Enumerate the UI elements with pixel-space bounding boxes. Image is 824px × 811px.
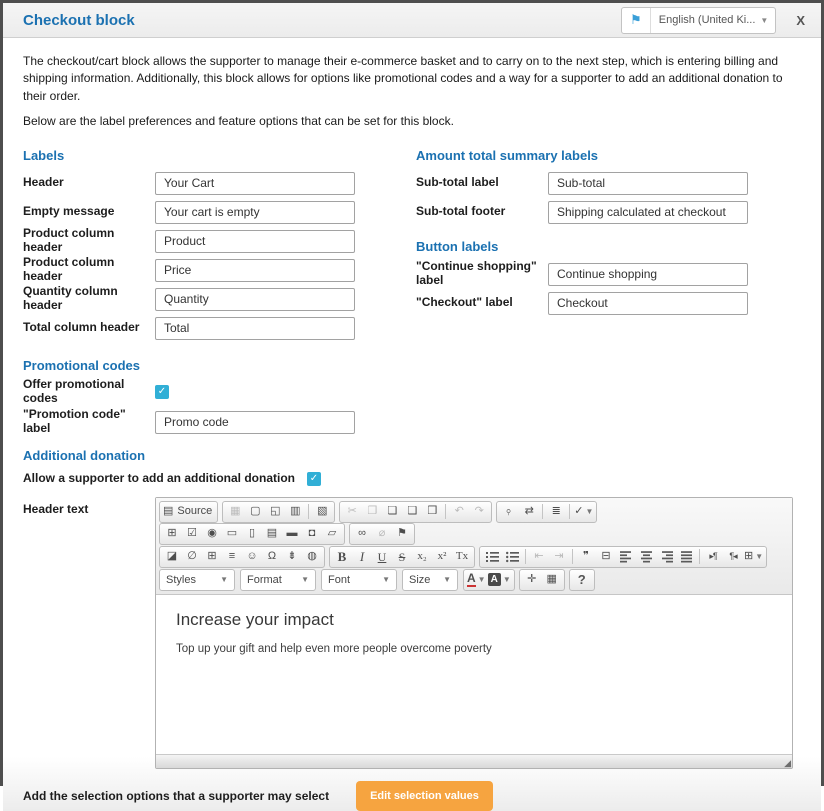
text-color-button[interactable]	[466, 570, 487, 589]
bidi-ltr-button[interactable]	[703, 547, 723, 566]
preview-button[interactable]	[265, 502, 285, 521]
sub-total-label-label: Sub-total label	[416, 175, 499, 190]
copy-icon: ❐	[367, 505, 378, 518]
background-color-button[interactable]	[487, 570, 512, 589]
cut-icon: ✂	[347, 505, 357, 518]
outdent-button	[529, 547, 549, 566]
copy-button	[362, 502, 382, 521]
donation-row	[23, 472, 801, 486]
flag-icon: ⚑	[622, 8, 651, 33]
flash-icon: ∅	[187, 550, 197, 563]
select-all-button[interactable]	[546, 502, 566, 521]
labels-fields	[23, 172, 416, 340]
toolbar-group	[496, 501, 597, 523]
close-button[interactable]: X	[796, 12, 805, 28]
toolbar-separator	[445, 504, 446, 519]
format-dropdown[interactable]	[240, 569, 316, 591]
italic-button[interactable]	[352, 547, 372, 566]
checkout-label-label: "Checkout" label	[416, 295, 513, 310]
chevron-down-icon: ▼	[382, 575, 390, 585]
form-button[interactable]	[162, 524, 182, 543]
align-center-icon	[640, 550, 653, 563]
anchor-icon: ⚑	[397, 527, 407, 540]
editor-toolbar-row	[159, 546, 789, 568]
field-row	[416, 259, 801, 288]
bidi-rtl-button[interactable]	[723, 547, 743, 566]
toolbar-group	[569, 569, 595, 591]
button-field-button[interactable]	[282, 524, 302, 543]
total-column-header-label: Total column header	[23, 320, 140, 335]
toolbar-group	[349, 523, 415, 545]
section-heading-amount: Amount total summary labels	[416, 147, 599, 163]
paste-from-word-button[interactable]	[422, 502, 442, 521]
field-row	[23, 317, 416, 340]
spellcheck-button[interactable]	[573, 502, 594, 521]
numbered-list-button[interactable]	[482, 547, 502, 566]
styles-dropdown[interactable]	[159, 569, 235, 591]
spellcheck-icon: ✓	[574, 505, 584, 518]
chevron-down-icon: ▼	[755, 551, 764, 561]
blockquote-button[interactable]	[576, 547, 596, 566]
source-button[interactable]	[162, 502, 215, 521]
link-button[interactable]	[352, 524, 372, 543]
strikethrough-button[interactable]	[392, 547, 412, 566]
toolbar-separator	[525, 549, 526, 564]
editor-content-area[interactable]	[156, 595, 792, 754]
bold-button[interactable]	[332, 547, 352, 566]
styles-dropdown-label: Styles	[166, 573, 196, 586]
maximize-icon: ✛	[527, 573, 537, 586]
subscript-icon: x₂	[417, 550, 427, 563]
check-icon: ✓	[309, 472, 319, 484]
page-title: Checkout block	[23, 11, 135, 29]
chevron-down-icon: ▼	[443, 575, 451, 585]
bulleted-list-icon	[506, 550, 519, 563]
sub-total-label-input[interactable]	[548, 172, 748, 195]
header-text-label: Header text	[23, 501, 89, 516]
right-column	[416, 139, 801, 346]
toolbar-group	[159, 546, 325, 568]
toolbar-group	[159, 523, 345, 545]
align-left-button[interactable]	[616, 547, 636, 566]
offer-promotional-codes-checkbox[interactable]	[155, 385, 169, 399]
intro-paragraph-2: Below are the label preferences and feature options that can be set for this block.	[23, 114, 454, 129]
align-left-icon	[620, 550, 633, 563]
toolbar-group	[329, 546, 475, 568]
quantity-column-header-input[interactable]	[155, 288, 355, 311]
special-character-button[interactable]	[262, 547, 282, 566]
select-field-button[interactable]	[262, 524, 282, 543]
unlink-button	[372, 524, 392, 543]
textarea-field-button[interactable]	[242, 524, 262, 543]
promotion-code-label-label: "Promotion code" label	[23, 407, 126, 436]
promo-fields	[23, 407, 801, 436]
radio-field-button[interactable]	[202, 524, 222, 543]
continue-shopping-label-label: "Continue shopping" label	[416, 259, 537, 288]
field-row	[23, 226, 416, 255]
toolbar-separator	[542, 504, 543, 519]
amount-fields	[416, 172, 801, 224]
align-center-button[interactable]	[636, 547, 656, 566]
language-selected-value: English (United Ki...	[658, 14, 756, 26]
image-button-icon: ◘	[308, 527, 316, 540]
left-column	[23, 139, 416, 346]
select-field-icon: ▤	[266, 527, 278, 540]
editor-status-bar	[156, 754, 792, 768]
underline-icon: U	[377, 549, 387, 564]
checkbox-field-icon: ☑	[187, 527, 197, 540]
toolbar-group	[159, 501, 218, 523]
remove-format-button[interactable]	[452, 547, 472, 566]
toolbar-group	[519, 569, 565, 591]
language-icon: ⊞	[744, 550, 754, 563]
intro-paragraph-1: The checkout/cart block allows the supporter to manage their e-commerce basket and to carry on to the next step, which is entering billing and shipping information. Additionally, this block allows for options like promotional codes and a way for a supporter to add an additional donation to their order.	[23, 54, 783, 103]
image-icon: ◪	[166, 550, 178, 563]
toolbar-group	[222, 501, 335, 523]
textarea-field-icon: ▯	[248, 527, 256, 540]
chevron-down-icon: ▼	[301, 575, 309, 585]
blockquote-icon: ❞	[583, 550, 589, 563]
chevron-down-icon: ▼	[477, 574, 486, 584]
text-color-icon: A	[467, 571, 476, 586]
quantity-column-header-label: Quantity column header	[23, 284, 118, 313]
align-right-button[interactable]	[656, 547, 676, 566]
chevron-down-icon: ▼	[760, 15, 769, 25]
unlink-icon: ⌀	[378, 527, 386, 540]
superscript-icon: x²	[437, 550, 447, 563]
button-label-fields	[416, 259, 801, 315]
numbered-list-icon	[486, 550, 499, 563]
new-page-button[interactable]	[245, 502, 265, 521]
page-break-button[interactable]	[282, 547, 302, 566]
price-column-header-input[interactable]	[155, 259, 355, 282]
flash-button[interactable]	[182, 547, 202, 566]
new-page-icon: ▢	[250, 505, 261, 518]
toolbar-group	[479, 546, 767, 568]
superscript-button[interactable]	[432, 547, 452, 566]
about-icon: ?	[577, 572, 586, 588]
iframe-icon: ◍	[307, 550, 317, 563]
undo-button	[449, 502, 469, 521]
indent-button	[549, 547, 569, 566]
editor-toolbar-row	[159, 569, 789, 591]
toolbar-separator	[569, 504, 570, 519]
templates-icon: ▧	[317, 505, 328, 518]
sub-total-footer-label: Sub-total footer	[416, 204, 506, 219]
text-field-icon: ▭	[226, 527, 238, 540]
paste-text-button[interactable]	[402, 502, 422, 521]
horizontal-rule-icon: ≡	[228, 550, 236, 563]
language-button[interactable]	[743, 547, 764, 566]
offer-promo-row	[23, 376, 801, 405]
additional-donation-checkbox[interactable]	[307, 472, 321, 486]
find-button[interactable]	[499, 502, 519, 521]
subscript-button[interactable]	[412, 547, 432, 566]
background-color-icon: A	[488, 573, 501, 586]
div-container-icon: ⊟	[601, 550, 611, 563]
radio-field-icon: ◉	[207, 527, 217, 540]
text-field-button[interactable]	[222, 524, 242, 543]
section-heading-labels: Labels	[23, 147, 65, 163]
bidi-ltr-icon: ▸¶	[709, 551, 717, 562]
resize-handle-icon[interactable]: ◢	[784, 757, 791, 768]
preview-icon: ◱	[270, 505, 281, 518]
table-button[interactable]	[202, 547, 222, 566]
anchor-button[interactable]	[392, 524, 412, 543]
product-column-header-input[interactable]	[155, 230, 355, 253]
chevron-down-icon: ▼	[585, 506, 594, 516]
chevron-down-icon: ▼	[220, 575, 228, 585]
outdent-icon: ⇤	[534, 550, 544, 563]
print-button[interactable]	[285, 502, 305, 521]
header-input[interactable]	[155, 172, 355, 195]
show-blocks-button[interactable]	[542, 570, 562, 589]
checkout-label-input[interactable]	[548, 292, 748, 315]
source-button-label: Source	[177, 505, 213, 518]
div-container-button[interactable]	[596, 547, 616, 566]
field-row	[23, 201, 416, 224]
print-icon: ▥	[290, 505, 301, 518]
special-character-icon: Ω	[267, 550, 277, 563]
field-row	[23, 172, 416, 195]
page-break-icon: ⇟	[287, 550, 297, 563]
label-columns	[23, 139, 801, 346]
field-row	[416, 172, 801, 195]
field-row	[23, 255, 416, 284]
offer-promo-label: Offer promotional codes	[23, 376, 125, 405]
italic-icon: I	[359, 549, 365, 565]
select-all-icon: ≣	[551, 505, 561, 518]
donation-label: Allow a supporter to add an additional donation	[23, 470, 295, 485]
source-icon: ▤	[163, 505, 174, 518]
bulleted-list-button[interactable]	[502, 547, 522, 566]
table-icon: ⊞	[207, 550, 217, 563]
toolbar-separator	[699, 549, 700, 564]
font-dropdown[interactable]	[321, 569, 397, 591]
form-icon: ⊞	[167, 527, 177, 540]
paste-from-word-icon: ❒	[427, 505, 438, 518]
iframe-button[interactable]	[302, 547, 322, 566]
align-justify-icon	[680, 550, 693, 563]
checkbox-field-button[interactable]	[182, 524, 202, 543]
dialog-body	[3, 38, 821, 811]
size-dropdown-label: Size	[409, 573, 431, 586]
chevron-down-icon: ▼	[502, 574, 511, 584]
maximize-button[interactable]	[522, 570, 542, 589]
editor-toolbar-row	[159, 501, 789, 545]
font-dropdown-label: Font	[328, 573, 351, 586]
sub-total-footer-input[interactable]	[548, 201, 748, 224]
remove-format-icon: Tx	[455, 550, 469, 563]
total-column-header-input[interactable]	[155, 317, 355, 340]
save-icon: ▦	[230, 505, 241, 518]
replace-icon: ⇄	[524, 505, 534, 518]
about-button[interactable]	[572, 570, 592, 589]
align-justify-button[interactable]	[676, 547, 696, 566]
image-button[interactable]	[162, 547, 182, 566]
button-field-icon: ▬	[286, 527, 298, 540]
templates-button[interactable]	[312, 502, 332, 521]
section-heading-buttons: Button labels	[416, 238, 499, 254]
header-label: Header	[23, 175, 64, 190]
empty-message-label: Empty message	[23, 204, 115, 219]
field-row	[23, 284, 416, 313]
replace-button[interactable]	[519, 502, 539, 521]
indent-icon: ⇥	[554, 550, 564, 563]
paste-button[interactable]	[382, 502, 402, 521]
format-dropdown-label: Format	[247, 573, 282, 586]
image-button-button[interactable]	[302, 524, 322, 543]
toolbar-group	[463, 569, 515, 591]
smiley-icon: ☺	[246, 550, 258, 563]
intro-text	[23, 53, 801, 131]
header-text-row	[23, 497, 801, 769]
underline-button[interactable]	[372, 547, 392, 566]
hidden-field-icon: ▱	[327, 527, 337, 540]
editor-paragraph: Top up your gift and help even more people overcome poverty	[176, 642, 492, 655]
section-heading-donation: Additional donation	[23, 447, 146, 463]
bidi-rtl-icon: ¶◂	[729, 551, 737, 562]
editor-heading: Increase your impact	[176, 609, 334, 629]
field-row	[416, 201, 801, 224]
size-dropdown[interactable]	[402, 569, 458, 591]
promotion-code-label-input[interactable]	[155, 411, 355, 434]
product-column-header-label: Product column header	[23, 226, 115, 255]
save-button	[225, 502, 245, 521]
cut-button	[342, 502, 362, 521]
toolbar-group	[339, 501, 492, 523]
bold-icon: B	[337, 549, 347, 565]
align-right-icon	[660, 550, 673, 563]
rich-text-editor	[155, 497, 793, 769]
find-icon: ⌕	[502, 504, 516, 518]
paste-icon: ❏	[387, 505, 398, 518]
toolbar-separator	[308, 504, 309, 519]
selection-options-label: Add the selection options that a supporter may select	[23, 788, 330, 803]
strikethrough-icon: S	[398, 549, 406, 564]
dialog-titlebar	[3, 3, 821, 38]
check-icon: ✓	[157, 385, 167, 397]
edit-selection-values-button[interactable]: Edit selection values	[356, 781, 493, 811]
paste-text-icon: ❑	[407, 505, 418, 518]
horizontal-rule-button[interactable]	[222, 547, 242, 566]
editor-toolbar	[156, 498, 792, 595]
redo-icon: ↷	[474, 505, 484, 518]
toolbar-separator	[572, 549, 573, 564]
price-column-header-label: Product column header	[23, 255, 115, 284]
hidden-field-button[interactable]	[322, 524, 342, 543]
field-row	[416, 292, 801, 315]
undo-icon: ↶	[454, 505, 464, 518]
language-selector[interactable]	[621, 7, 777, 34]
section-heading-promo: Promotional codes	[23, 357, 141, 373]
smiley-button[interactable]	[242, 547, 262, 566]
show-blocks-icon: ▦	[546, 573, 557, 586]
continue-shopping-label-input[interactable]	[548, 263, 748, 286]
link-icon: ∞	[358, 527, 366, 540]
redo-button	[469, 502, 489, 521]
empty-message-input[interactable]	[155, 201, 355, 224]
field-row	[23, 407, 801, 436]
selection-options-row	[23, 781, 801, 811]
